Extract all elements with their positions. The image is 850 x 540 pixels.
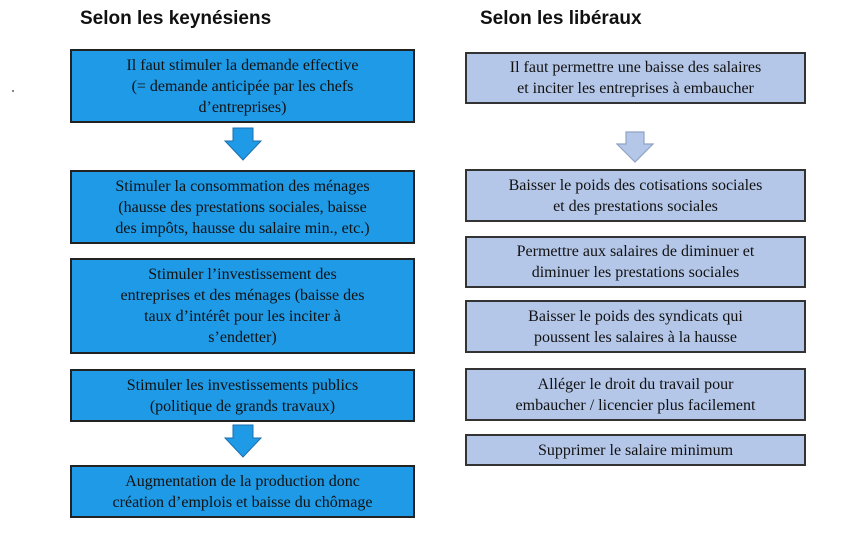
box-line: diminuer les prestations sociales — [531, 264, 740, 281]
keynesian-box-public-investment — [70, 369, 415, 422]
box-line: Stimuler la consommation des ménages — [115, 177, 370, 195]
liberal-box-minimum-wage — [465, 434, 806, 466]
box-line: et des prestations sociales — [553, 197, 718, 215]
liberal-box-labor-law — [465, 368, 806, 421]
keynesian-box-investment — [70, 258, 415, 354]
box-line: Alléger le droit du travail pour — [537, 375, 734, 393]
box-line: d’entreprises) — [198, 98, 287, 116]
box-line: Il faut permettre une baisse des salaires — [509, 59, 762, 76]
liberal-box-wage-decrease — [465, 236, 806, 288]
liberal-box-contributions — [465, 169, 806, 222]
box-line: Baisser le poids des syndicats qui — [528, 307, 743, 325]
keynesian-box-consumption — [70, 170, 415, 244]
liberal-box-lower-wages — [465, 52, 806, 104]
box-line: taux d’intérêt pour les inciter à — [144, 308, 341, 325]
box-line: embaucher / licencier plus facilement — [515, 396, 756, 414]
box-line: Supprimer le salaire minimum — [537, 441, 734, 459]
box-line: (politique de grands travaux) — [149, 397, 336, 415]
liberal-title: Selon les libéraux — [480, 8, 642, 29]
down-arrow-icon — [616, 131, 654, 163]
box-line: des impôts, hausse du salaire min., etc.) — [115, 219, 370, 237]
box-line: (= demande anticipée par les chefs — [131, 77, 354, 95]
box-line: entreprises et des ménages (baisse des — [120, 287, 365, 304]
box-line: poussent les salaires à la hausse — [533, 328, 738, 346]
box-line: s’endetter) — [208, 329, 277, 346]
box-line: Baisser le poids des cotisations sociales — [508, 176, 763, 194]
box-line: Stimuler les investissements publics — [126, 376, 359, 394]
box-line: (hausse des prestations sociales, baisse — [118, 198, 367, 216]
box-line: Stimuler l’investissement des — [148, 266, 337, 283]
box-line: Permettre aux salaires de diminuer et — [516, 243, 755, 260]
keynesian-box-outcome — [70, 465, 415, 518]
down-arrow-icon — [224, 127, 262, 161]
box-line: création d’emplois et baisse du chômage — [112, 493, 373, 511]
down-arrow-icon — [224, 424, 262, 458]
box-line: et inciter les entreprises à embaucher — [517, 80, 754, 97]
stray-dot — [12, 90, 14, 92]
keynesian-title: Selon les keynésiens — [80, 8, 272, 29]
box-line: Il faut stimuler la demande effective — [126, 56, 359, 74]
keynesian-box-demand — [70, 49, 415, 123]
box-line: Augmentation de la production donc — [125, 472, 360, 490]
liberal-box-unions — [465, 300, 806, 353]
